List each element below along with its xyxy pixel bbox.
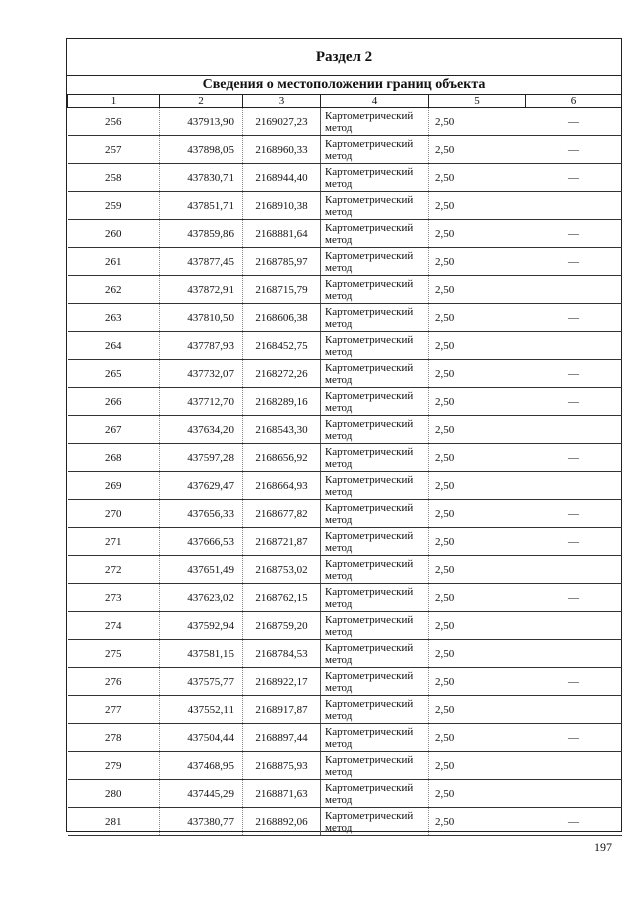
table-cell-acc: 2,50 [429, 668, 526, 696]
table-cell-method: Картометрический метод [321, 360, 429, 388]
table-cell-x: 437634,20 [160, 416, 243, 444]
table-cell-x: 437913,90 [160, 108, 243, 136]
table-cell-acc: 2,50 [429, 164, 526, 192]
table-cell-y: 2168875,93 [243, 752, 321, 780]
table-cell-x: 437629,47 [160, 472, 243, 500]
table-cell-method: Картометрический метод [321, 584, 429, 612]
column-header: 2 [160, 95, 243, 108]
table-cell-x: 437504,44 [160, 724, 243, 752]
table-cell-acc: 2,50 [429, 472, 526, 500]
page-number: 197 [594, 840, 612, 854]
table-row [68, 276, 622, 304]
table-cell-n: 276 [68, 668, 160, 696]
table-cell-n: 272 [68, 556, 160, 584]
table-cell-n: 281 [68, 808, 160, 836]
table-cell-desc: — [526, 584, 622, 612]
table-cell-acc: 2,50 [429, 416, 526, 444]
table-cell-method: Картометрический метод [321, 108, 429, 136]
table-cell-acc: 2,50 [429, 248, 526, 276]
column-header: 4 [321, 95, 429, 108]
table-cell-n: 261 [68, 248, 160, 276]
table-row [68, 388, 622, 416]
table-cell-x: 437656,33 [160, 500, 243, 528]
table-cell-n: 273 [68, 584, 160, 612]
table-row [68, 500, 622, 528]
table-row [68, 136, 622, 164]
table-cell-y: 2168910,38 [243, 192, 321, 220]
document-frame [66, 38, 622, 832]
table-cell-method: Картометрический метод [321, 248, 429, 276]
table-cell-desc [526, 612, 622, 640]
table-cell-method: Картометрический метод [321, 528, 429, 556]
table-cell-x: 437851,71 [160, 192, 243, 220]
table-row [68, 360, 622, 388]
column-header: 1 [68, 95, 160, 108]
table-cell-desc: — [526, 724, 622, 752]
table-cell-n: 264 [68, 332, 160, 360]
table-cell-desc: — [526, 164, 622, 192]
table-cell-y: 2168677,82 [243, 500, 321, 528]
table-cell-y: 2168922,17 [243, 668, 321, 696]
table-cell-n: 267 [68, 416, 160, 444]
table-cell-y: 2168606,38 [243, 304, 321, 332]
table-cell-desc [526, 780, 622, 808]
table-cell-n: 274 [68, 612, 160, 640]
section-title: Раздел 2 [67, 39, 621, 76]
table-cell-y: 2168753,02 [243, 556, 321, 584]
table-cell-x: 437651,49 [160, 556, 243, 584]
table-cell-y: 2168871,63 [243, 780, 321, 808]
table-cell-desc: — [526, 108, 622, 136]
table-row [68, 332, 622, 360]
table-cell-y: 2168715,79 [243, 276, 321, 304]
table-cell-desc [526, 472, 622, 500]
table-cell-acc: 2,50 [429, 192, 526, 220]
table-cell-x: 437712,70 [160, 388, 243, 416]
table-row [68, 248, 622, 276]
table-cell-method: Картометрический метод [321, 304, 429, 332]
table-cell-acc: 2,50 [429, 136, 526, 164]
table-cell-y: 2168960,33 [243, 136, 321, 164]
table-cell-x: 437575,77 [160, 668, 243, 696]
table-cell-n: 278 [68, 724, 160, 752]
table-cell-x: 437830,71 [160, 164, 243, 192]
table-cell-desc: — [526, 528, 622, 556]
table-row [68, 108, 622, 136]
table-cell-x: 437732,07 [160, 360, 243, 388]
table-row [68, 472, 622, 500]
table-cell-n: 259 [68, 192, 160, 220]
table-row [68, 612, 622, 640]
table-cell-n: 269 [68, 472, 160, 500]
table-cell-desc: — [526, 136, 622, 164]
table-cell-desc [526, 416, 622, 444]
table-row [68, 304, 622, 332]
table-cell-y: 2168664,93 [243, 472, 321, 500]
table-cell-y: 2168881,64 [243, 220, 321, 248]
table-cell-method: Картометрический метод [321, 220, 429, 248]
table-cell-acc: 2,50 [429, 304, 526, 332]
table-cell-method: Картометрический метод [321, 388, 429, 416]
table-cell-acc: 2,50 [429, 696, 526, 724]
table-cell-method: Картометрический метод [321, 332, 429, 360]
table-cell-acc: 2,50 [429, 612, 526, 640]
table-cell-x: 437597,28 [160, 444, 243, 472]
column-header: 6 [526, 95, 622, 108]
table-cell-desc [526, 752, 622, 780]
table-cell-method: Картометрический метод [321, 136, 429, 164]
table-row [68, 444, 622, 472]
table-cell-acc: 2,50 [429, 556, 526, 584]
table-cell-desc: — [526, 444, 622, 472]
table-row [68, 780, 622, 808]
table-row [68, 640, 622, 668]
table-cell-y: 2168762,15 [243, 584, 321, 612]
table-cell-method: Картометрический метод [321, 752, 429, 780]
table-cell-n: 275 [68, 640, 160, 668]
table-cell-acc: 2,50 [429, 584, 526, 612]
table-cell-x: 437872,91 [160, 276, 243, 304]
section-subtitle: Сведения о местоположении границ объекта [67, 75, 621, 95]
table-cell-x: 437877,45 [160, 248, 243, 276]
table-cell-desc: — [526, 220, 622, 248]
table-row [68, 164, 622, 192]
table-cell-x: 437810,50 [160, 304, 243, 332]
table-cell-x: 437787,93 [160, 332, 243, 360]
table-cell-desc [526, 556, 622, 584]
table-cell-x: 437581,15 [160, 640, 243, 668]
table-cell-n: 258 [68, 164, 160, 192]
table-cell-x: 437445,29 [160, 780, 243, 808]
table-cell-y: 2168721,87 [243, 528, 321, 556]
table-cell-x: 437898,05 [160, 136, 243, 164]
table-cell-desc: — [526, 360, 622, 388]
table-cell-acc: 2,50 [429, 640, 526, 668]
table-cell-acc: 2,50 [429, 388, 526, 416]
table-cell-method: Картометрический метод [321, 444, 429, 472]
table-cell-method: Картометрический метод [321, 500, 429, 528]
table-cell-y: 2168656,92 [243, 444, 321, 472]
table-row [68, 220, 622, 248]
table-cell-y: 2168785,97 [243, 248, 321, 276]
table-cell-desc [526, 276, 622, 304]
table-cell-method: Картометрический метод [321, 164, 429, 192]
table-cell-method: Картометрический метод [321, 276, 429, 304]
table-cell-x: 437666,53 [160, 528, 243, 556]
table-cell-acc: 2,50 [429, 444, 526, 472]
table-cell-n: 268 [68, 444, 160, 472]
table-cell-method: Картометрический метод [321, 556, 429, 584]
table-cell-method: Картометрический метод [321, 416, 429, 444]
table-cell-y: 2168892,06 [243, 808, 321, 836]
table-cell-desc [526, 696, 622, 724]
table-cell-desc: — [526, 248, 622, 276]
table-cell-acc: 2,50 [429, 500, 526, 528]
table-row [68, 192, 622, 220]
boundary-table [67, 95, 622, 836]
table-cell-y: 2168944,40 [243, 164, 321, 192]
table-cell-n: 280 [68, 780, 160, 808]
table-row [68, 584, 622, 612]
table-row [68, 808, 622, 836]
table-cell-n: 270 [68, 500, 160, 528]
table-cell-y: 2168784,53 [243, 640, 321, 668]
table-cell-y: 2168897,44 [243, 724, 321, 752]
table-cell-method: Картометрический метод [321, 640, 429, 668]
table-cell-y: 2168543,30 [243, 416, 321, 444]
table-cell-acc: 2,50 [429, 752, 526, 780]
table-row [68, 528, 622, 556]
table-row [68, 752, 622, 780]
table-cell-acc: 2,50 [429, 360, 526, 388]
table-cell-method: Картометрический метод [321, 808, 429, 836]
table-row [68, 724, 622, 752]
table-cell-x: 437468,95 [160, 752, 243, 780]
table-cell-desc: — [526, 388, 622, 416]
table-cell-desc: — [526, 808, 622, 836]
table-cell-acc: 2,50 [429, 724, 526, 752]
table-cell-acc: 2,50 [429, 276, 526, 304]
column-header: 3 [243, 95, 321, 108]
table-cell-x: 437592,94 [160, 612, 243, 640]
table-cell-n: 256 [68, 108, 160, 136]
table-cell-desc [526, 192, 622, 220]
table-cell-n: 279 [68, 752, 160, 780]
table-body [68, 108, 622, 836]
table-cell-n: 260 [68, 220, 160, 248]
table-cell-n: 265 [68, 360, 160, 388]
table-cell-y: 2169027,23 [243, 108, 321, 136]
table-cell-x: 437859,86 [160, 220, 243, 248]
table-cell-y: 2168272,26 [243, 360, 321, 388]
table-row [68, 416, 622, 444]
table-cell-desc [526, 640, 622, 668]
table-cell-method: Картометрический метод [321, 696, 429, 724]
table-cell-acc: 2,50 [429, 108, 526, 136]
table-row [68, 556, 622, 584]
table-cell-n: 257 [68, 136, 160, 164]
table-row [68, 696, 622, 724]
table-cell-n: 277 [68, 696, 160, 724]
table-cell-x: 437380,77 [160, 808, 243, 836]
table-cell-acc: 2,50 [429, 332, 526, 360]
table-cell-method: Картометрический метод [321, 780, 429, 808]
table-cell-acc: 2,50 [429, 780, 526, 808]
table-cell-x: 437552,11 [160, 696, 243, 724]
table-cell-n: 262 [68, 276, 160, 304]
table-cell-method: Картометрический метод [321, 612, 429, 640]
table-cell-method: Картометрический метод [321, 724, 429, 752]
table-cell-x: 437623,02 [160, 584, 243, 612]
column-header: 5 [429, 95, 526, 108]
table-cell-y: 2168452,75 [243, 332, 321, 360]
table-cell-method: Картометрический метод [321, 192, 429, 220]
table-cell-acc: 2,50 [429, 808, 526, 836]
table-cell-desc: — [526, 500, 622, 528]
table-cell-y: 2168289,16 [243, 388, 321, 416]
table-cell-n: 263 [68, 304, 160, 332]
table-cell-desc: — [526, 304, 622, 332]
table-cell-n: 266 [68, 388, 160, 416]
table-cell-method: Картометрический метод [321, 472, 429, 500]
table-cell-acc: 2,50 [429, 220, 526, 248]
table-cell-desc: — [526, 668, 622, 696]
table-cell-y: 2168759,20 [243, 612, 321, 640]
table-cell-y: 2168917,87 [243, 696, 321, 724]
table-header-row [68, 95, 622, 108]
table-cell-acc: 2,50 [429, 528, 526, 556]
table-cell-method: Картометрический метод [321, 668, 429, 696]
table-row [68, 668, 622, 696]
table-cell-n: 271 [68, 528, 160, 556]
table-cell-desc [526, 332, 622, 360]
